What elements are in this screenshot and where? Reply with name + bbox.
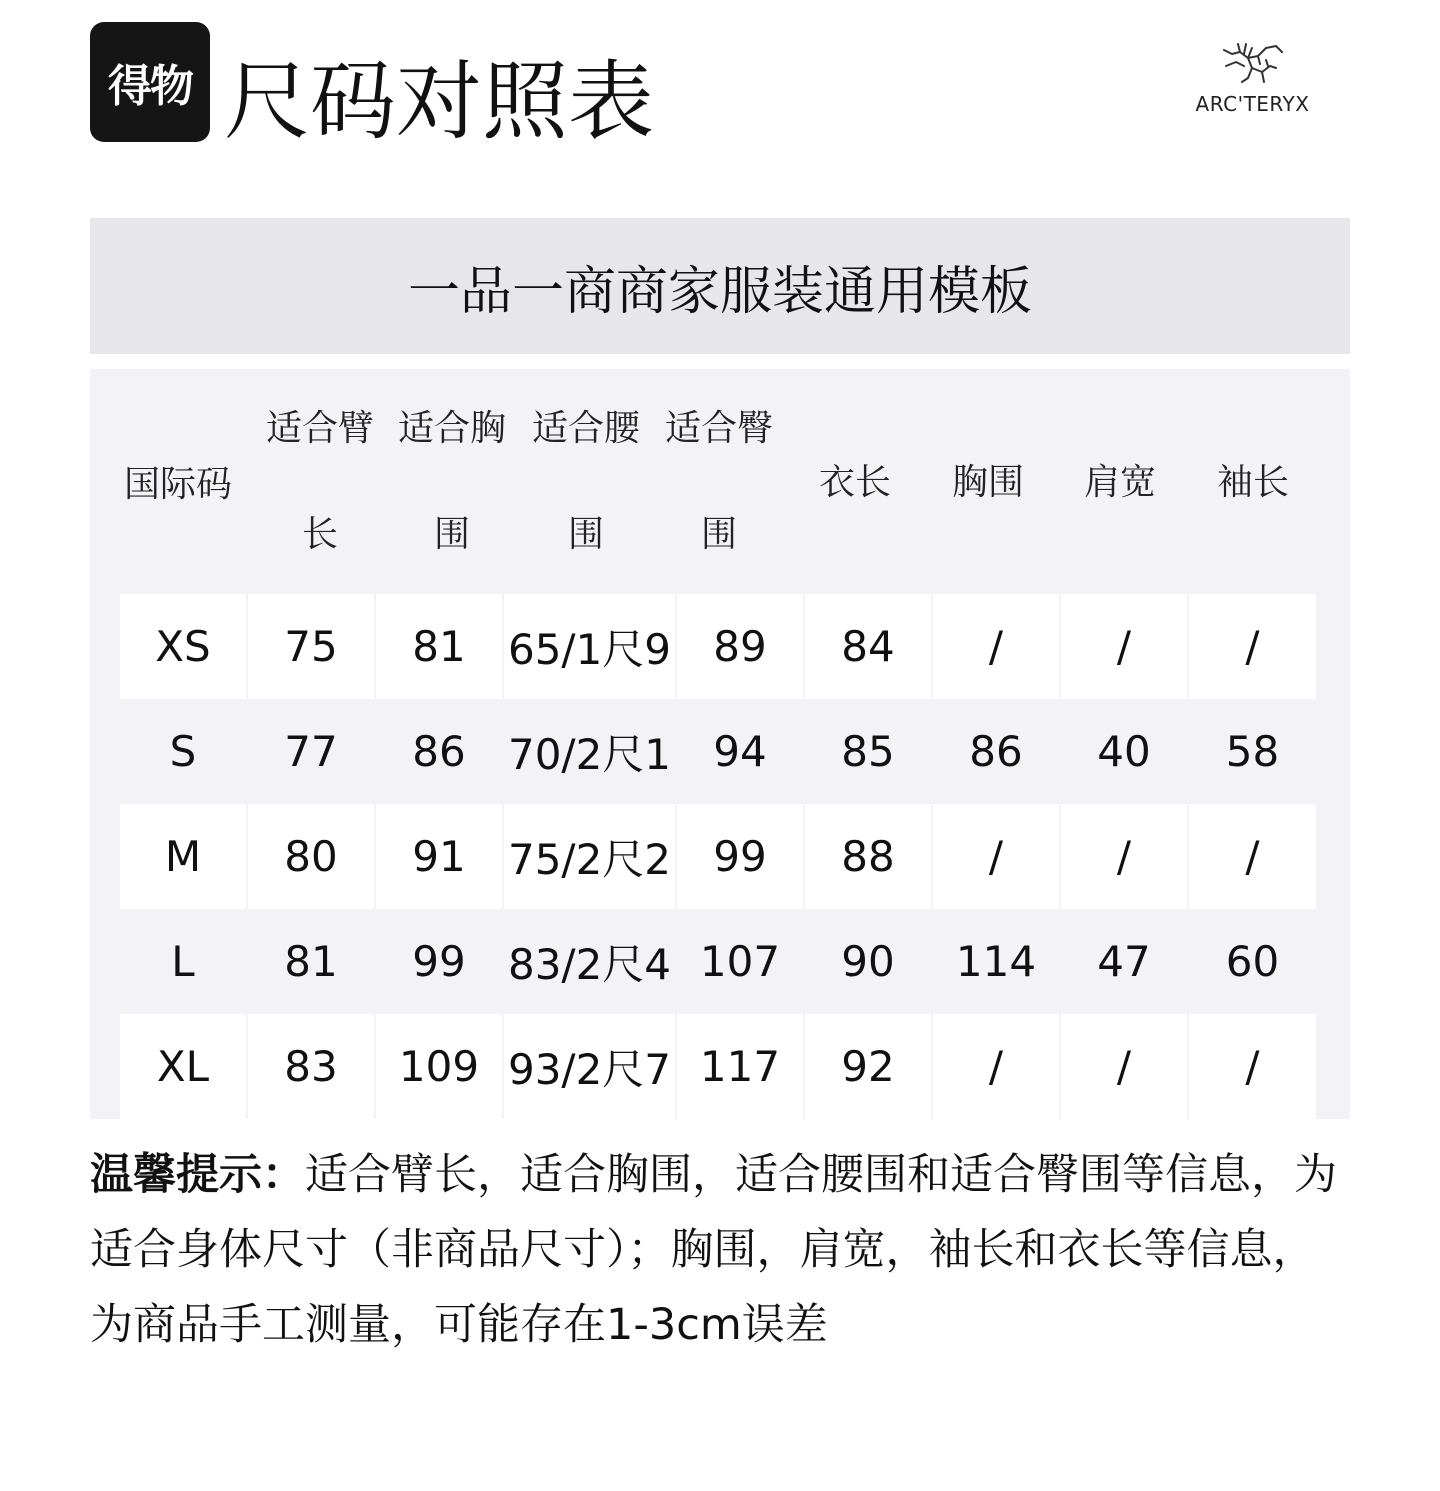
header-size: 国际码 [124,464,233,505]
cell-chest-fit: 109 [376,1014,502,1119]
table-row [120,594,1316,699]
table-row [120,804,1316,909]
header-arm-length-top: 适合臂 [265,408,374,449]
note-text: 适合臂长，适合胸围，适合腰围和适合臀围等信息，为适合身体尺寸（非商品尺寸）；胸围，肩宽，袖长和衣长等信息，为商品手工测量，可能存在1-3cm误差 [90,1150,1337,1350]
cell-chest-fit: 99 [412,937,466,986]
template-banner [90,218,1350,354]
brand-logo [1190,38,1315,116]
cell-hip-fit: 117 [677,1014,803,1119]
cell-waist-fit: 70/2尺1 [507,729,672,779]
header-arm-length-bottom: 长 [301,514,338,555]
table-row [120,909,1316,1014]
cell-chest: / [933,804,1059,909]
size-table [90,369,1350,1119]
cell-arm-length: 83 [248,1014,374,1119]
brand-name: ARC'TERYX [1195,92,1310,116]
table-row [120,1014,1316,1119]
cell-arm-length: 75 [248,594,374,699]
cell-waist-fit: 65/1尺9 [504,594,675,699]
header-waist-fit-top: 适合腰 [531,408,640,449]
cell-chest: / [933,594,1059,699]
cell-shoulder: / [1061,594,1187,699]
header-chest-fit-top: 适合胸 [397,408,506,449]
cell-chest-fit: 86 [412,727,466,776]
header-hip-fit-bottom: 围 [700,514,737,555]
header-chest: 胸围 [951,462,1024,503]
cell-sleeve: / [1189,594,1316,699]
cell-shoulder: / [1061,1014,1187,1119]
note-label: 温馨提示： [90,1150,305,1200]
cell-size: M [120,804,246,909]
header-waist-fit-bottom: 围 [567,514,604,555]
cell-length: 85 [841,727,895,776]
cell-size: XL [120,1014,246,1119]
header-sleeve: 袖长 [1216,462,1289,503]
cell-size: XS [120,594,246,699]
page-title: 尺码对照表 [224,52,654,152]
cell-shoulder: 40 [1097,727,1151,776]
header-length: 衣长 [818,462,891,503]
cell-hip-fit: 99 [677,804,803,909]
cell-length: 92 [805,1014,931,1119]
cell-hip-fit: 89 [677,594,803,699]
dewu-logo [90,22,210,142]
cell-size: L [171,937,195,986]
cell-arm-length: 80 [248,804,374,909]
table-row [120,699,1316,804]
cell-chest: 86 [969,727,1023,776]
size-note [90,1138,1348,1363]
cell-length: 88 [805,804,931,909]
cell-chest: 114 [955,937,1037,986]
cell-chest: / [933,1014,1059,1119]
cell-sleeve: / [1189,804,1316,909]
banner-text: 一品一商商家服装通用模板 [407,261,1032,322]
header-shoulder: 肩宽 [1083,462,1156,503]
cell-chest-fit: 81 [376,594,502,699]
archaeopteryx-icon [1218,38,1288,88]
cell-size: S [169,727,197,776]
cell-waist-fit: 75/2尺2 [504,804,675,909]
cell-length: 84 [805,594,931,699]
header-chest-fit-bottom: 围 [433,514,470,555]
cell-shoulder: 47 [1097,937,1151,986]
cell-chest-fit: 91 [376,804,502,909]
cell-sleeve: / [1189,1014,1316,1119]
logo-text: 得物 [108,61,192,112]
cell-hip-fit: 107 [699,937,781,986]
header-hip-fit-top: 适合臀 [664,408,773,449]
cell-waist-fit: 93/2尺7 [504,1014,675,1119]
cell-length: 90 [841,937,895,986]
cell-shoulder: / [1061,804,1187,909]
cell-arm-length: 81 [284,937,338,986]
cell-sleeve: 60 [1225,937,1280,986]
cell-sleeve: 58 [1225,727,1280,776]
cell-waist-fit: 83/2尺4 [507,939,672,989]
cell-hip-fit: 94 [713,727,767,776]
cell-arm-length: 77 [284,727,338,776]
